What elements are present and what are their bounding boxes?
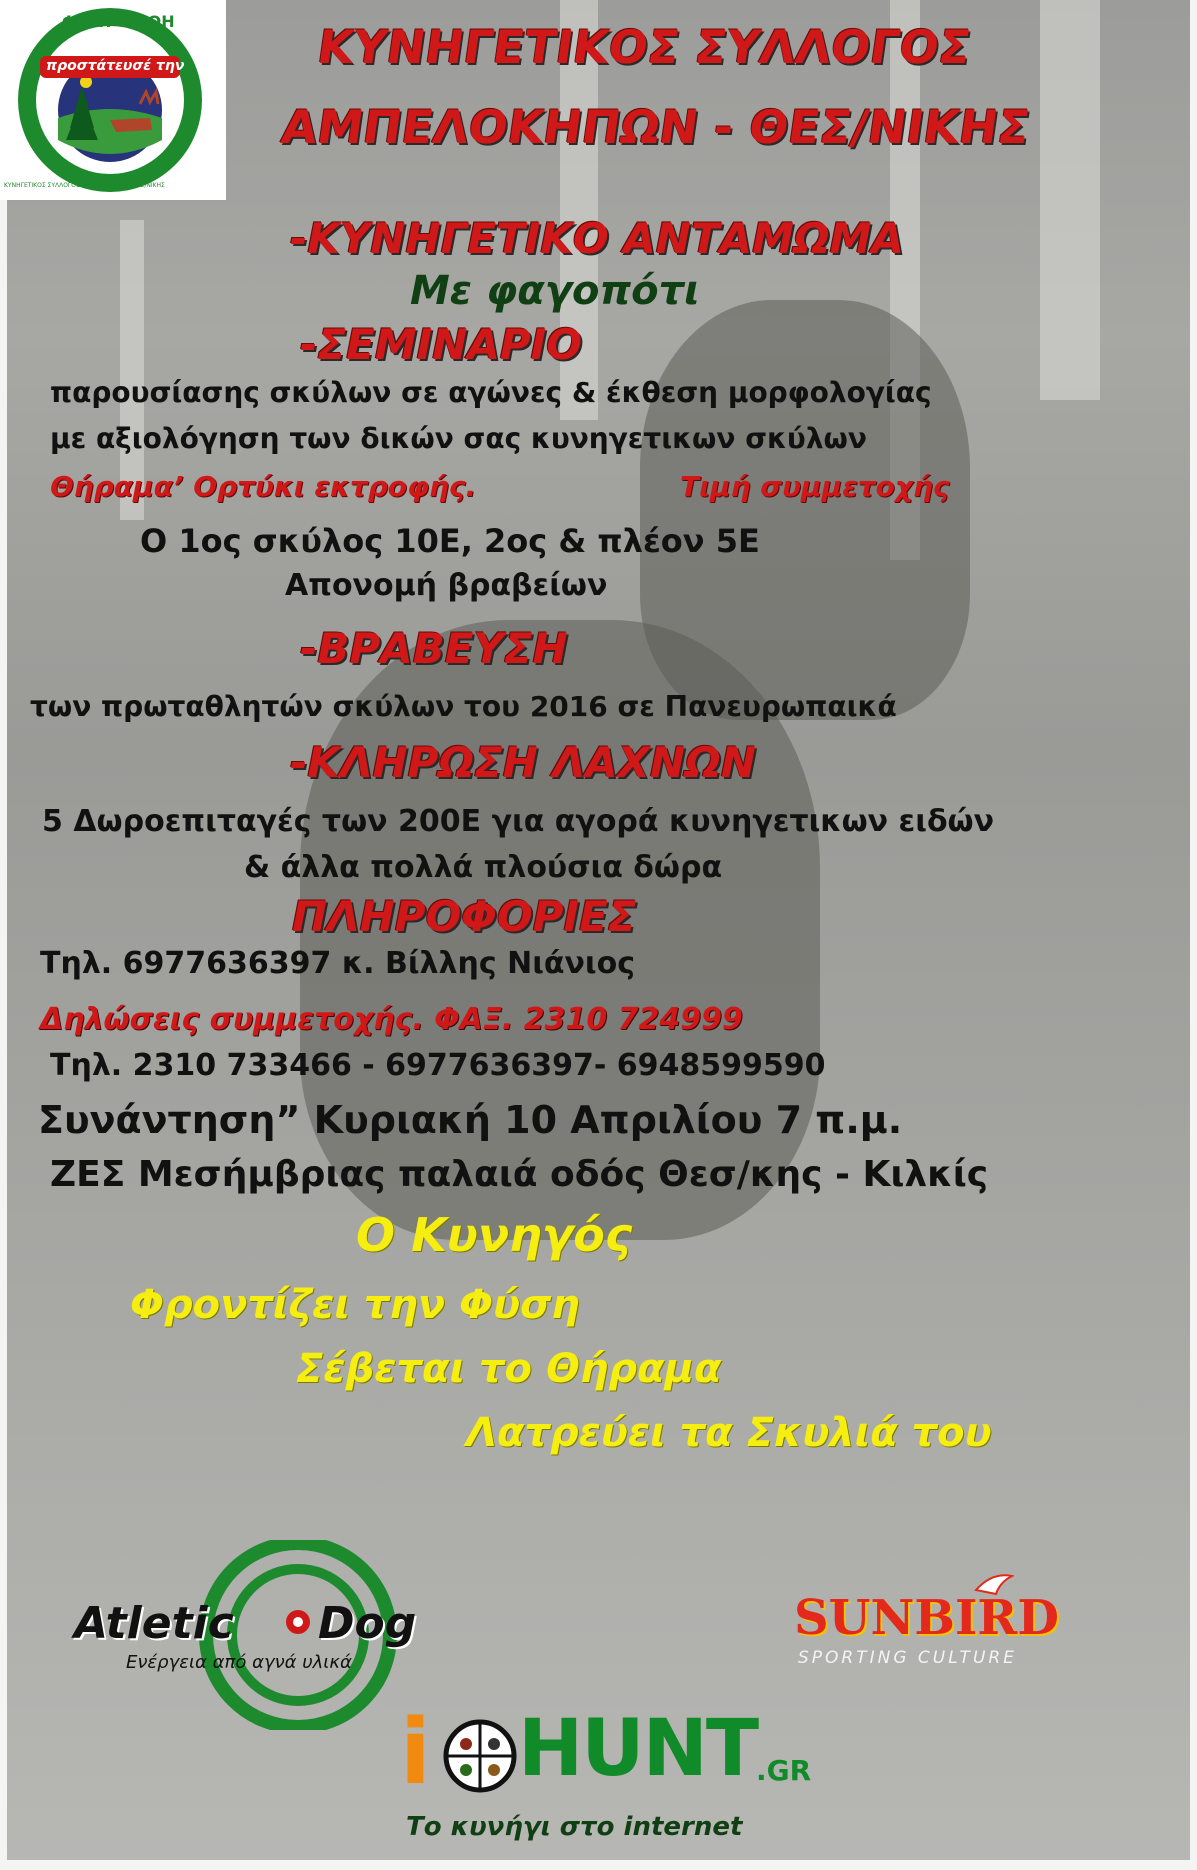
- club-logo-top-text: ΦΥΣΗ = ΖΩΗ: [62, 12, 175, 31]
- seminar-line2: με αξιολόγηση των δικών σας κυνηγετικων σκύλων: [50, 422, 867, 455]
- club-name-line1: ΚΥΝΗΓΕΤΙΚΟΣ ΣΥΛΛΟΓΟΣ: [314, 20, 975, 74]
- sunbird-tagline: SPORTING CULTURE: [798, 1648, 1017, 1668]
- left-border: [0, 0, 7, 1870]
- atletic-dog-word2: Dog: [318, 1598, 417, 1649]
- fee-line: Ο 1ος σκύλος 10Ε, 2ος & πλέον 5Ε: [140, 522, 760, 560]
- club-name-line2: ΑΜΠΕΛΟΚΗΠΩΝ - ΘΕΣ/ΝΙΚΗΣ: [278, 100, 1034, 154]
- lottery-line2: & άλλα πολλά πλούσια δώρα: [244, 850, 723, 885]
- club-logo-banner-text: προστάτευσέ την: [46, 58, 185, 74]
- seminar-line1: παρουσίασης σκύλων σε αγώνες & έκθεση μορφολογίας: [50, 376, 932, 409]
- location-line: ΖΕΣ Μεσήμβριας παλαιά οδός Θεσ/κης - Κιλκίς: [50, 1154, 989, 1195]
- club-logo: [0, 0, 226, 200]
- atletic-dog-word1: Atletic: [74, 1598, 234, 1649]
- ihunt-crosshair-icon: [442, 1718, 518, 1794]
- sunbird-wordmark: SUNBIRD: [794, 1590, 1059, 1646]
- ihunt-logo: [400, 1700, 840, 1850]
- awards-description: των πρωταθλητών σκύλων του 2016 σε Πανευρωπαικά: [30, 690, 897, 723]
- info-heading: ΠΛΗΡΟΦΟΡΙΕΣ: [292, 892, 637, 941]
- meeting-line: Συνάντηση” Κυριακή 10 Απριλίου 7 π.μ.: [38, 1098, 903, 1142]
- slogan-line2: Σέβεται το Θήραμα: [296, 1346, 722, 1392]
- lottery-line1: 5 Δωροεπιταγές των 200Ε για αγορά κυνηγετικων ειδών: [42, 804, 995, 839]
- game-line: Θήραμα’ Ορτύκι εκτροφής.: [50, 470, 477, 503]
- event-gathering-sub: Με φαγοπότι: [410, 268, 700, 314]
- atletic-dog-tagline: Ενέργεια από αγνά υλικά: [126, 1652, 352, 1673]
- club-logo-ring-text: ΚΥΝΗΓΕΤΙΚΟΣ ΣΥΛΛΟΓΟΣ ΑΜΠΕΛΟΚΗΠΩΝ ΘΕΣ/ΝΙΚΗΣ: [4, 182, 165, 189]
- ihunt-wordmark: HUNT: [518, 1704, 758, 1794]
- fee-label: Τιμή συμμετοχής: [680, 470, 950, 503]
- awards-line: Απονομή βραβείων: [285, 568, 608, 603]
- right-border: [1190, 0, 1197, 1870]
- event-awards: -ΒΡΑΒΕΥΣΗ: [300, 624, 568, 673]
- bottom-border: [0, 1860, 1197, 1870]
- ihunt-i: i: [400, 1700, 431, 1805]
- ihunt-domain: .GR: [756, 1754, 812, 1787]
- slogan-line3: Λατρεύει τα Σκυλιά του: [466, 1410, 992, 1456]
- slogan-title: Ο Κυνηγός: [356, 1208, 633, 1262]
- slogan-line1: Φροντίζει την Φύση: [130, 1282, 580, 1328]
- event-gathering: -ΚΥΝΗΓΕΤΙΚΟ ΑΝΤΑΜΩΜΑ: [290, 214, 904, 263]
- registration-line: Δηλώσεις συμμετοχής. ΦΑΞ. 2310 724999: [40, 1002, 743, 1037]
- ihunt-tagline: Το κυνήγι στο internet: [406, 1812, 743, 1842]
- event-lottery: -ΚΛΗΡΩΣΗ ΛΑΧΝΩΝ: [290, 738, 756, 787]
- sunbird-logo: [794, 1570, 1124, 1670]
- info-phone: Τηλ. 6977636397 κ. Βίλλης Νιάνιος: [40, 946, 636, 981]
- event-seminar: -ΣΕΜΙΝΑΡΙΟ: [300, 320, 583, 369]
- registration-phones: Τηλ. 2310 733466 - 6977636397- 6948599590: [50, 1048, 826, 1083]
